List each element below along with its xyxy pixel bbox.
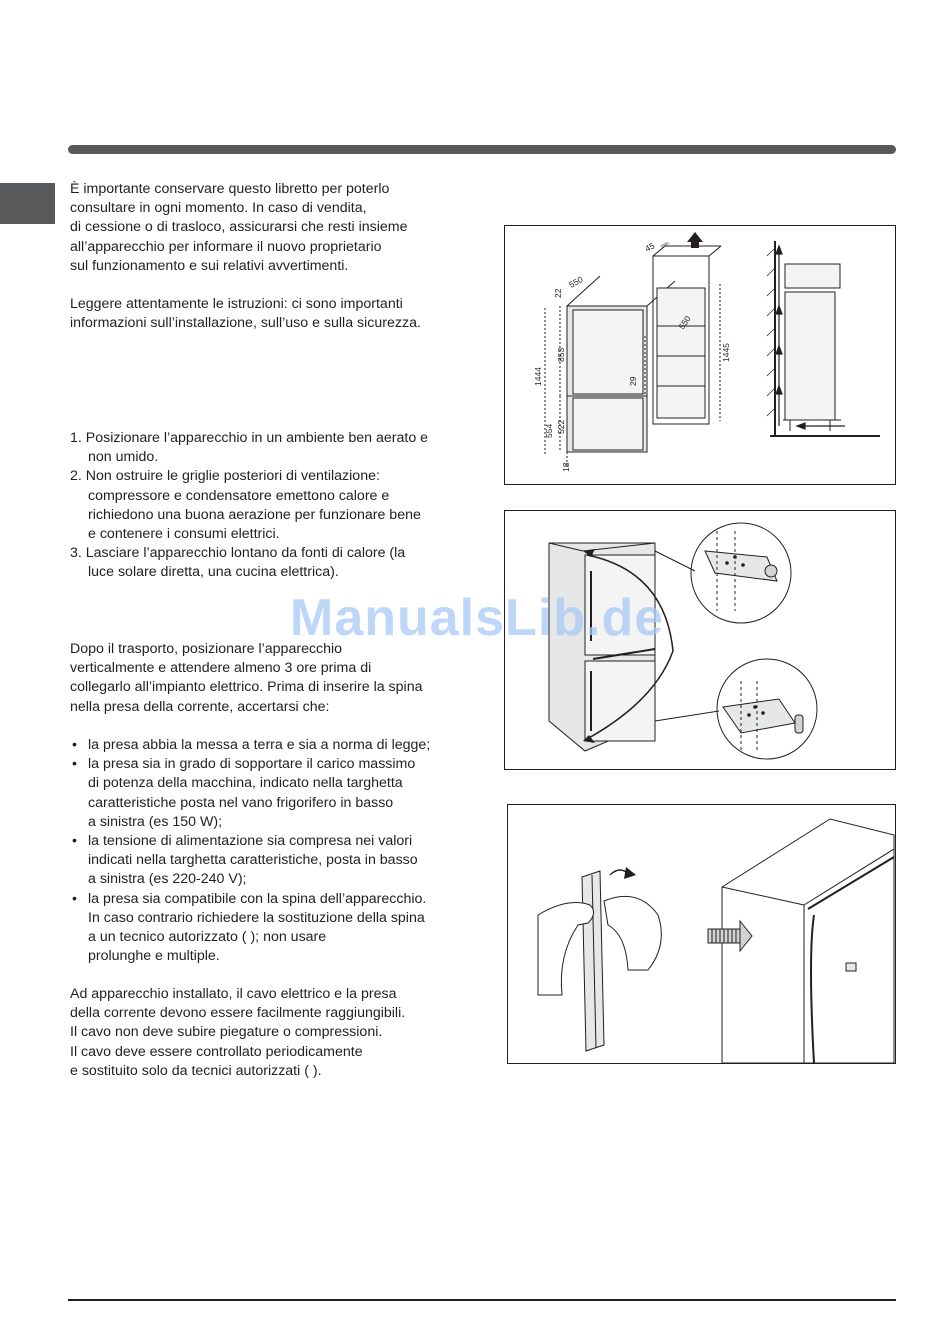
dim-550: 550 [567,274,585,290]
dim-unit-min: min. [660,240,672,250]
footer-rule [68,1299,896,1301]
text-line: a sinistra (es 220-240 V); [88,871,247,888]
text-line: indicati nella targhetta caratteristiche, posta in basso [88,852,418,869]
text-line: Il cavo deve essere controllato periodicamente [70,1043,363,1060]
text-line: Dopo il trasporto, posizionare l’apparecchio [70,641,343,657]
text-line: collegarlo all’impianto elettrico. Prima di inserire la spina [70,679,423,696]
dimensions-drawing [505,226,895,484]
text-line: caratteristiche posta nel vano frigorifero in basso [88,794,394,811]
electrical-paragraph [70,640,470,717]
list-item: 1. Posizionare l’apparecchio in un ambiente ben aerato e [70,430,429,446]
dim-18: 18 [561,462,571,472]
text-line: di potenza della macchina, indicato nella targhetta [88,775,403,792]
text-line: all’apparecchio per informare il nuovo proprietario [70,238,382,255]
text-line: compressore e condensatore emettono calore e [88,487,390,504]
dim-853: 853 [556,347,566,362]
installation-dimensions-figure [504,225,896,485]
section-tab [0,183,55,224]
text-line: e contenere i consumi elettrici. [88,526,280,543]
text-line: prolunghe e multiple. [88,948,220,965]
bullet-item: • la presa abbia la messa a terra e sia a norma di legge; [70,736,470,755]
text-line: richiedono una buona aerazione per funzionare bene [88,506,421,523]
seal-drawing [508,805,895,1063]
cable-paragraph [70,985,470,1081]
intro-paragraph [70,180,470,276]
positioning-list [70,429,470,583]
text-line: Leggere attentamente le istruzioni: ci sono importanti [70,296,403,312]
dim-550-niche: 550 [676,313,693,332]
dim-522: 522 [556,419,566,434]
dim-45: 45 [643,240,657,254]
bullet-item: • la presa sia compatibile con la spina dell’apparecchio. [70,890,470,909]
text-line: sul funzionamento e sui relativi avvertimenti. [70,257,349,274]
text-line: a un tecnico autorizzato ( ); non usare [88,929,327,946]
dim-1444: 1444 [533,367,543,386]
bullet-item: • la tensione di alimentazione sia compresa nei valori [70,832,470,851]
text-line: a sinistra (es 150 W); [88,813,223,830]
text-line: consultare in ogni momento. In caso di vendita, [70,200,367,217]
text-line: nella presa della corrente, accertarsi che: [70,698,330,715]
text-line: Il cavo non deve subire piegature o compressioni. [70,1024,383,1041]
text-line: informazioni sull’installazione, sull’uso e sulla sicurezza. [70,315,421,332]
text-line: non umido. [88,449,159,466]
read-paragraph [70,295,470,333]
watermark: ManualsLib.de [290,589,665,647]
dim-554: 554 [544,423,554,438]
dim-22: 22 [553,288,563,298]
text-line: della corrente devono essere facilmente raggiungibili. [70,1005,406,1022]
checks-list [70,736,470,966]
text-line: È importante conservare questo libretto per poterlo [70,181,390,197]
list-item: 2. Non ostruire le griglie posteriori di ventilazione: [70,468,380,485]
text-line: verticalmente e attendere almeno 3 ore prima di [70,660,372,677]
text-line: di cessione o di trasloco, assicurarsi che resti insieme [70,219,408,236]
text-line: e sostituito solo da tecnici autorizzati ( ). [70,1062,322,1079]
list-item: 3. Lasciare l’apparecchio lontano da fonti di calore (la [70,545,406,562]
header-rule [68,145,896,154]
dim-29: 29 [628,376,638,386]
text-line: Ad apparecchio installato, il cavo elettrico e la presa [70,986,397,1002]
dim-1445: 1445 [721,343,731,362]
bullet-item: • la presa sia in grado di sopportare il carico massimo [70,755,470,774]
text-line: In caso contrario richiedere la sostituzione della spina [88,909,425,926]
door-seal-figure [507,804,896,1064]
text-line: luce solare diretta, una cucina elettrica). [88,564,339,581]
